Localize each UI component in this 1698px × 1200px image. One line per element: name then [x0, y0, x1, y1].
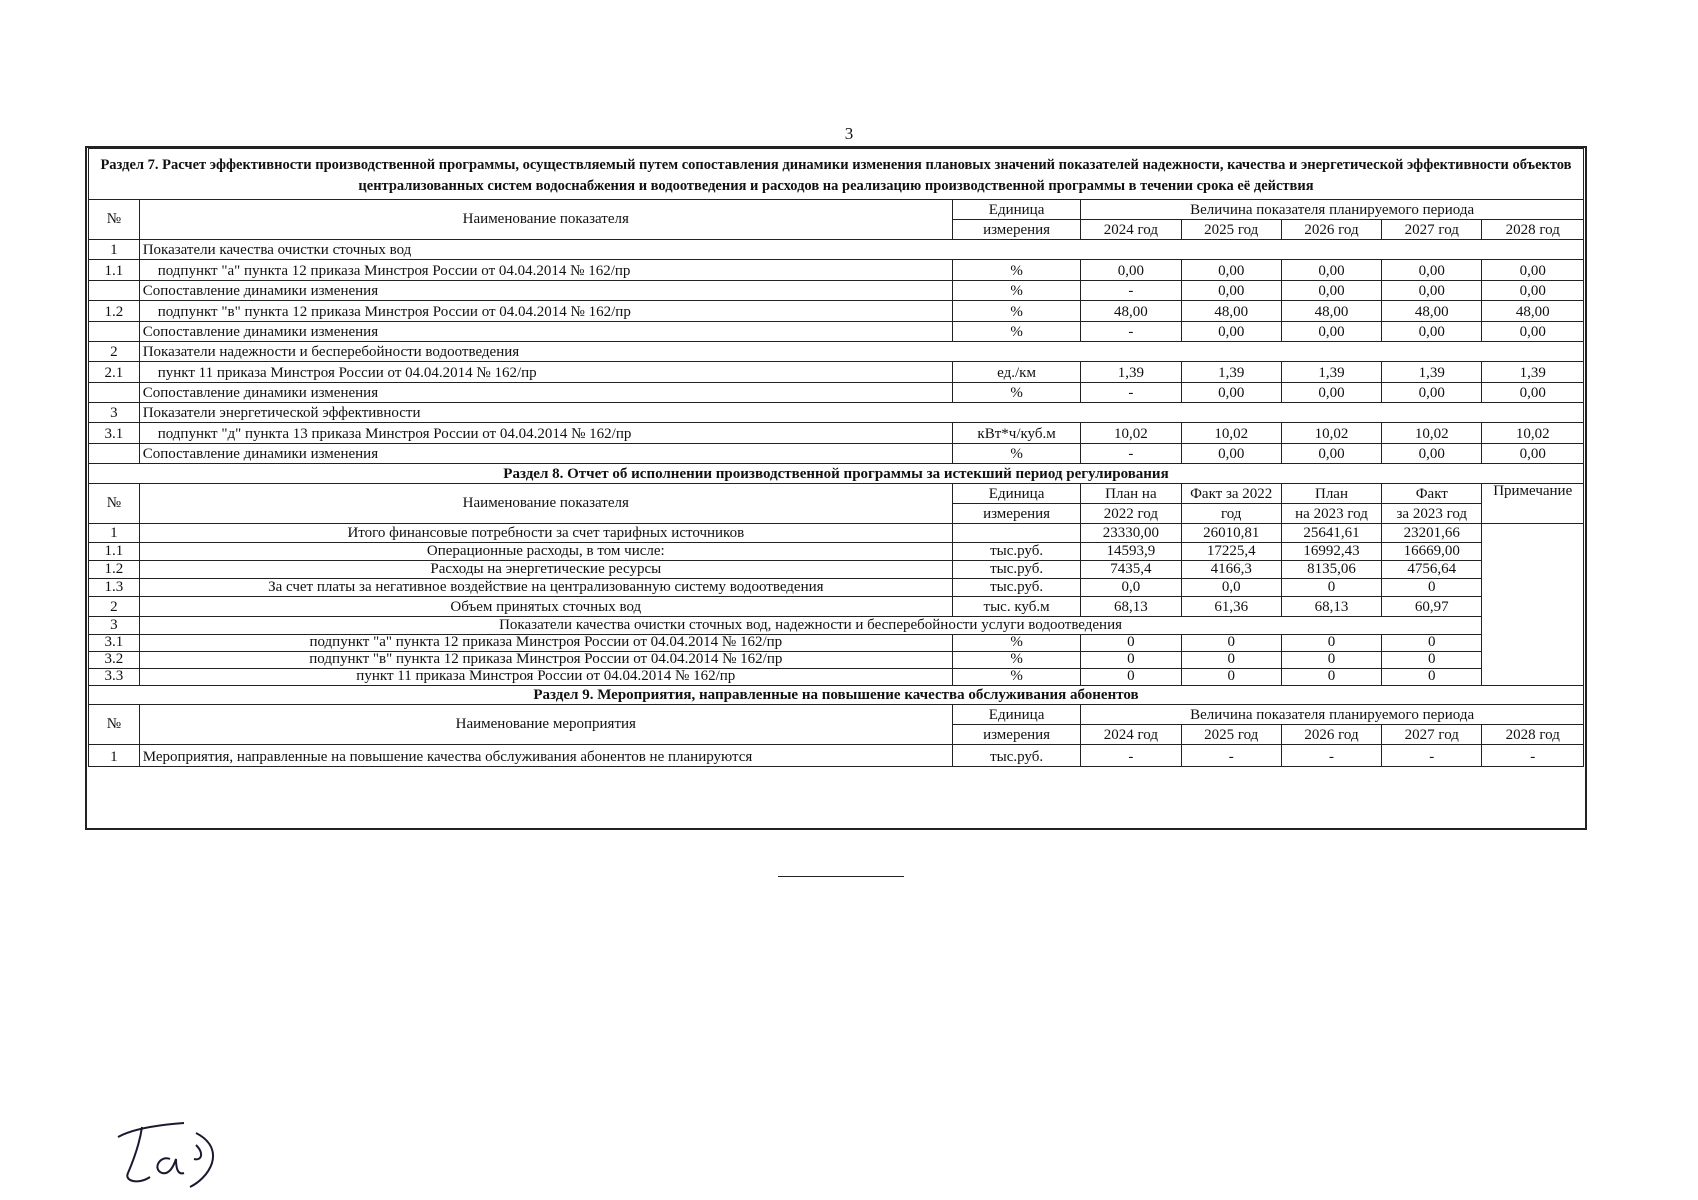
value-cell: 0: [1181, 635, 1281, 652]
value-cell: 0,00: [1281, 322, 1381, 342]
value-cell: 0,00: [1181, 444, 1281, 464]
table-row: [89, 342, 1584, 362]
value-cell: 0,00: [1482, 322, 1584, 342]
header-year: 2024 год: [1081, 220, 1181, 240]
activity-name: Мероприятия, направленные на повышение качества обслуживания абонентов не планируются: [139, 745, 952, 767]
indicator-name: Итого финансовые потребности за счет тарифных источников: [139, 524, 952, 543]
value-cell: 0,00: [1281, 281, 1381, 301]
value-cell: 1,39: [1281, 362, 1381, 383]
unit-cell: %: [952, 383, 1080, 403]
table-row: [89, 745, 1584, 767]
value-cell: 0,00: [1482, 444, 1584, 464]
value-cell: 25641,61: [1281, 524, 1381, 543]
table-row: [89, 260, 1584, 281]
section-7-body: [89, 240, 1584, 464]
header-unit-1: Единица: [952, 705, 1080, 725]
header-plan-2023-1: План: [1281, 484, 1381, 504]
value-cell: -: [1281, 745, 1381, 767]
indicator-name: Сопоставление динамики изменения: [139, 322, 952, 342]
section-9-header-row: [89, 705, 1584, 725]
table-row: [89, 579, 1584, 597]
value-cell: 10,02: [1081, 423, 1181, 444]
value-cell: 7435,4: [1081, 561, 1181, 579]
row-number: 3: [89, 403, 140, 423]
unit-cell: тыс.руб.: [952, 561, 1080, 579]
section-8-header-row: [89, 484, 1584, 504]
value-cell: 0,00: [1181, 383, 1281, 403]
value-cell: 0: [1382, 579, 1482, 597]
value-cell: -: [1081, 383, 1181, 403]
header-number: №: [89, 705, 140, 745]
value-cell: 0,00: [1181, 322, 1281, 342]
indicator-name: подпункт "д" пункта 13 приказа Минстроя России от 04.04.2014 № 162/пр: [139, 423, 952, 444]
value-cell: -: [1181, 745, 1281, 767]
row-number: [89, 444, 140, 464]
table-row: [89, 444, 1584, 464]
row-number: 2.1: [89, 362, 140, 383]
indicator-name: Сопоставление динамики изменения: [139, 444, 952, 464]
header-year: 2027 год: [1382, 220, 1482, 240]
header-year: 2028 год: [1482, 220, 1584, 240]
value-cell: 68,13: [1281, 597, 1381, 617]
value-cell: 26010,81: [1181, 524, 1281, 543]
header-name: Наименование показателя: [139, 484, 952, 524]
indicator-name: Объем принятых сточных вод: [139, 597, 952, 617]
row-number: 3.1: [89, 423, 140, 444]
indicator-name: подпункт "а" пункта 12 приказа Минстроя России от 04.04.2014 № 162/пр: [139, 260, 952, 281]
indicator-name: подпункт "а" пункта 12 приказа Минстроя России от 04.04.2014 № 162/пр: [139, 635, 952, 652]
unit-cell: %: [952, 322, 1080, 342]
unit-cell: ед./км: [952, 362, 1080, 383]
header-plan-2023-2: на 2023 год: [1281, 504, 1381, 524]
table-row: [89, 597, 1584, 617]
signature: [112, 1115, 242, 1190]
value-cell: 48,00: [1482, 301, 1584, 322]
unit-cell: тыс.руб.: [952, 543, 1080, 561]
value-cell: 14593,9: [1081, 543, 1181, 561]
value-cell: 48,00: [1382, 301, 1482, 322]
section-8-title: Раздел 8. Отчет об исполнении производственной программы за истекший период регулирования: [89, 464, 1584, 484]
table-row: [89, 383, 1584, 403]
table-row: [89, 403, 1584, 423]
header-name: Наименование мероприятия: [139, 705, 952, 745]
indicator-name: За счет платы за негативное воздействие на централизованную систему водоотведения: [139, 579, 952, 597]
row-number: [89, 322, 140, 342]
value-cell: 1,39: [1181, 362, 1281, 383]
value-cell: -: [1081, 444, 1181, 464]
group-title: Показатели качества очистки сточных вод, надежности и бесперебойности услуги водоотведения: [139, 617, 1482, 635]
value-cell: 16992,43: [1281, 543, 1381, 561]
value-cell: 0: [1281, 635, 1381, 652]
value-cell: 0,00: [1482, 383, 1584, 403]
unit-cell: %: [952, 652, 1080, 669]
indicator-name: подпункт "в" пункта 12 приказа Минстроя России от 04.04.2014 № 162/пр: [139, 652, 952, 669]
row-number: 1: [89, 745, 140, 767]
indicator-name: подпункт "в" пункта 12 приказа Минстроя России от 04.04.2014 № 162/пр: [139, 301, 952, 322]
header-year: 2028 год: [1482, 725, 1584, 745]
table-row: [89, 669, 1584, 686]
value-cell: 0: [1382, 669, 1482, 686]
section-7-title-row: [89, 149, 1584, 200]
header-fact-2023-1: Факт: [1382, 484, 1482, 504]
unit-cell: [952, 524, 1080, 543]
header-fact-2022-2: год: [1181, 504, 1281, 524]
value-cell: 0,00: [1382, 281, 1482, 301]
end-rule: [778, 876, 904, 877]
section-9-title: Раздел 9. Мероприятия, направленные на повышение качества обслуживания абонентов: [89, 686, 1584, 705]
group-title: Показатели энергетической эффективности: [139, 403, 1583, 423]
header-number: №: [89, 200, 140, 240]
value-cell: 0,00: [1382, 260, 1482, 281]
value-cell: 0,00: [1482, 260, 1584, 281]
value-cell: 61,36: [1181, 597, 1281, 617]
header-unit-1: Единица: [952, 484, 1080, 504]
value-cell: 0,00: [1382, 322, 1482, 342]
value-cell: -: [1482, 745, 1584, 767]
value-cell: 10,02: [1382, 423, 1482, 444]
value-cell: -: [1081, 745, 1181, 767]
unit-cell: %: [952, 444, 1080, 464]
row-number: 1: [89, 240, 140, 260]
row-number: 3.3: [89, 669, 140, 686]
group-title: Показатели качества очистки сточных вод: [139, 240, 1583, 260]
value-cell: 16669,00: [1382, 543, 1482, 561]
indicator-name: Сопоставление динамики изменения: [139, 281, 952, 301]
header-year: 2026 год: [1281, 725, 1381, 745]
value-cell: 23201,66: [1382, 524, 1482, 543]
section-8-title-row: [89, 464, 1584, 484]
row-number: [89, 383, 140, 403]
indicator-name: пункт 11 приказа Минстроя России от 04.04.2014 № 162/пр: [139, 362, 952, 383]
value-cell: 0: [1281, 579, 1381, 597]
row-number: 1.2: [89, 301, 140, 322]
value-cell: 0,00: [1382, 383, 1482, 403]
row-number: 1.1: [89, 543, 140, 561]
row-number: 1.1: [89, 260, 140, 281]
unit-cell: тыс.руб.: [952, 579, 1080, 597]
header-unit-2: измерения: [952, 725, 1080, 745]
table-row: [89, 301, 1584, 322]
unit-cell: кВт*ч/куб.м: [952, 423, 1080, 444]
value-cell: 10,02: [1482, 423, 1584, 444]
value-cell: -: [1081, 281, 1181, 301]
row-number: 3.1: [89, 635, 140, 652]
row-number: 1: [89, 524, 140, 543]
value-cell: 0,00: [1081, 260, 1181, 281]
report-table: [88, 148, 1584, 767]
header-unit-2: измерения: [952, 504, 1080, 524]
section-9-body: [89, 745, 1584, 767]
header-note: Примечание: [1482, 484, 1584, 524]
value-cell: 0,0: [1081, 579, 1181, 597]
unit-cell: %: [952, 260, 1080, 281]
table-row: [89, 635, 1584, 652]
indicator-name: Сопоставление динамики изменения: [139, 383, 952, 403]
value-cell: 68,13: [1081, 597, 1181, 617]
unit-cell: %: [952, 301, 1080, 322]
value-cell: 0: [1382, 635, 1482, 652]
header-year: 2026 год: [1281, 220, 1381, 240]
header-plan-2022-2: 2022 год: [1081, 504, 1181, 524]
table-row: [89, 362, 1584, 383]
value-cell: 0: [1081, 635, 1181, 652]
value-cell: 10,02: [1181, 423, 1281, 444]
header-unit-2: измерения: [952, 220, 1080, 240]
table-row: [89, 543, 1584, 561]
value-cell: 0,00: [1281, 444, 1381, 464]
unit-cell: %: [952, 281, 1080, 301]
header-period: Величина показателя планируемого периода: [1081, 200, 1584, 220]
value-cell: 0: [1081, 669, 1181, 686]
value-cell: 0: [1181, 652, 1281, 669]
row-number: [89, 281, 140, 301]
value-cell: 0,00: [1382, 444, 1482, 464]
header-year: 2024 год: [1081, 725, 1181, 745]
value-cell: -: [1382, 745, 1482, 767]
value-cell: 0: [1281, 652, 1381, 669]
value-cell: 48,00: [1181, 301, 1281, 322]
value-cell: -: [1081, 322, 1181, 342]
value-cell: 17225,4: [1181, 543, 1281, 561]
header-name: Наименование показателя: [139, 200, 952, 240]
value-cell: 8135,06: [1281, 561, 1381, 579]
section-7-header-row: [89, 200, 1584, 220]
value-cell: 0,0: [1181, 579, 1281, 597]
indicator-name: пункт 11 приказа Минстроя России от 04.04.2014 № 162/пр: [139, 669, 952, 686]
header-fact-2022-1: Факт за 2022: [1181, 484, 1281, 504]
header-unit-1: Единица: [952, 200, 1080, 220]
value-cell: 10,02: [1281, 423, 1381, 444]
value-cell: 0: [1382, 652, 1482, 669]
table-row: [89, 281, 1584, 301]
indicator-name: Расходы на энергетические ресурсы: [139, 561, 952, 579]
header-plan-2022-1: План на: [1081, 484, 1181, 504]
section-8-body: [89, 524, 1584, 686]
unit-cell: %: [952, 669, 1080, 686]
table-row: [89, 524, 1584, 543]
header-year: 2025 год: [1181, 220, 1281, 240]
value-cell: 0: [1281, 669, 1381, 686]
section-7-title: Раздел 7. Расчет эффективности производственной программы, осуществляемый путем сопоставления динамики изменения плановых значений показателей надежности, качества и энергетической эффективности объектов централизованных систем водоснабжения и водоотведения и расходов на реализацию производственной программы в течении срока её действия: [89, 149, 1584, 200]
header-fact-2023-2: за 2023 год: [1382, 504, 1482, 524]
unit-cell: тыс.руб.: [952, 745, 1080, 767]
value-cell: 23330,00: [1081, 524, 1181, 543]
table-row: [89, 322, 1584, 342]
header-period: Величина показателя планируемого периода: [1081, 705, 1584, 725]
indicator-name: Операционные расходы, в том числе:: [139, 543, 952, 561]
value-cell: 0,00: [1181, 281, 1281, 301]
unit-cell: %: [952, 635, 1080, 652]
value-cell: 0,00: [1482, 281, 1584, 301]
row-number: 2: [89, 342, 140, 362]
row-number: 3: [89, 617, 140, 635]
table-row: [89, 240, 1584, 260]
value-cell: 1,39: [1482, 362, 1584, 383]
value-cell: 4166,3: [1181, 561, 1281, 579]
value-cell: 48,00: [1081, 301, 1181, 322]
row-number: 1.2: [89, 561, 140, 579]
row-number: 3.2: [89, 652, 140, 669]
note-cell: [1482, 524, 1584, 686]
header-year: 2025 год: [1181, 725, 1281, 745]
table-row: [89, 652, 1584, 669]
value-cell: 0: [1181, 669, 1281, 686]
table-row: [89, 617, 1584, 635]
table-row: [89, 561, 1584, 579]
value-cell: 1,39: [1382, 362, 1482, 383]
unit-cell: тыс. куб.м: [952, 597, 1080, 617]
value-cell: 1,39: [1081, 362, 1181, 383]
value-cell: 0,00: [1181, 260, 1281, 281]
section-9-title-row: [89, 686, 1584, 705]
value-cell: 0,00: [1281, 260, 1381, 281]
value-cell: 60,97: [1382, 597, 1482, 617]
table-row: [89, 423, 1584, 444]
value-cell: 0: [1081, 652, 1181, 669]
value-cell: 4756,64: [1382, 561, 1482, 579]
page-number: 3: [844, 124, 854, 143]
row-number: 2: [89, 597, 140, 617]
header-year: 2027 год: [1382, 725, 1482, 745]
group-title: Показатели надежности и бесперебойности водоотведения: [139, 342, 1583, 362]
value-cell: 0,00: [1281, 383, 1381, 403]
header-number: №: [89, 484, 140, 524]
row-number: 1.3: [89, 579, 140, 597]
value-cell: 48,00: [1281, 301, 1381, 322]
